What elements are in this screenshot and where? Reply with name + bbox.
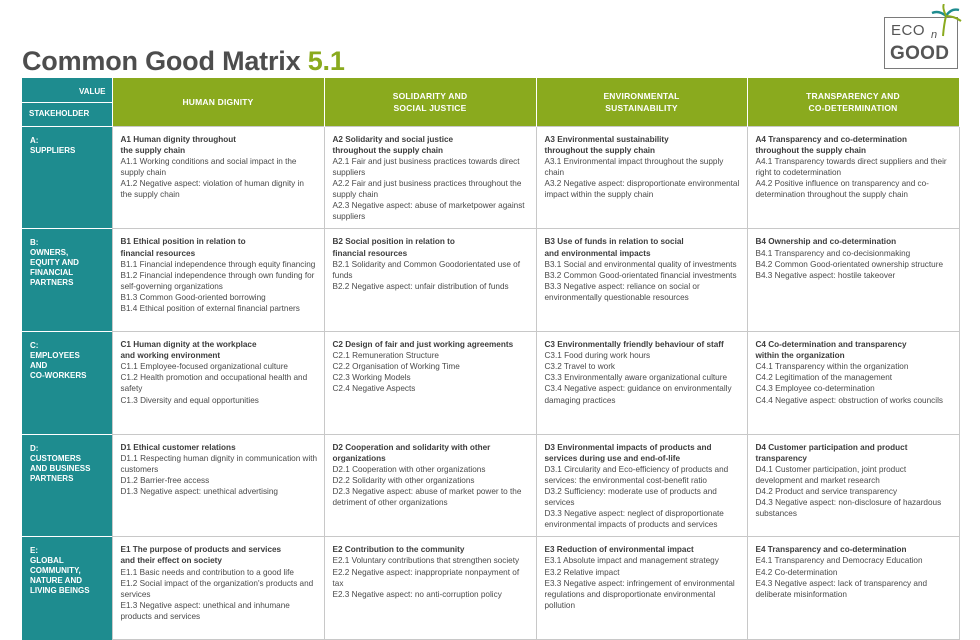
cell-title: C4 Co-determination and transparency within the organization: [755, 340, 907, 361]
cell-title: E3 Reduction of environmental impact: [544, 545, 694, 555]
matrix-cell-community-solidarity: [324, 537, 536, 640]
cell-item: E4.2 Co-determination: [755, 567, 838, 577]
matrix-cell-owners-human-dignity: [112, 229, 324, 332]
logo-n: n: [931, 29, 938, 41]
cell-item: B3.1 Social and environmental quality of investments: [544, 259, 737, 269]
cell-item: B4.2 Common Good-orientated ownership structure: [755, 259, 943, 269]
cell-item: D1.1 Respecting human dignity in communication with customers: [120, 453, 318, 474]
cell-item: A4.2 Positive influence on transparency and co-determination throughout the supply chain: [755, 179, 929, 200]
cell-item: B1.2 Financial independence through own funding for self-governing organizations: [120, 270, 315, 291]
cell-item: E4.1 Transparency and Democracy Education: [755, 556, 923, 566]
cell-item: B2.1 Solidarity and Common Goodorientated use of funds: [332, 259, 521, 280]
matrix-cell-customers-human-dignity: [112, 434, 324, 537]
cell-item: E1.2 Social impact of the organization's products and services: [120, 578, 314, 599]
cell-item: D4.3 Negative aspect: non-disclosure of hazardous substances: [755, 498, 942, 519]
stakeholder-axis-label: STAKEHOLDER: [29, 109, 90, 118]
cell-item: A3.1 Environmental impact throughout the supply chain: [544, 156, 724, 178]
cell-title: D4 Customer participation and product transparency: [755, 442, 908, 463]
matrix-cell-employees-solidarity: [324, 332, 536, 435]
cell-item: C2.3 Working Models: [332, 373, 411, 383]
cell-item: E3.3 Negative aspect: infringement of environmental regulations and disproportionate environmental pollution: [544, 578, 735, 610]
cell-item: B1.3 Common Good-oriented borrowing: [120, 292, 266, 302]
matrix-corner: [22, 78, 112, 126]
cell-item: A1.1 Working conditions and social impact in the supply chain: [120, 156, 297, 178]
matrix-cell-owners-transparency: [747, 229, 959, 332]
cell-item: C3.3 Environmentally aware organizational culture: [544, 373, 727, 383]
cell-item: D3.2 Sufficiency: moderate use of products and services: [544, 487, 717, 508]
common-good-matrix: [22, 78, 960, 640]
cell-item: E2.3 Negative aspect: no anti-corruption policy: [332, 589, 502, 599]
cell-item: A1.2 Negative aspect: violation of human dignity in the supply chain: [120, 179, 304, 200]
cell-item: B4.3 Negative aspect: hostile takeover: [755, 270, 896, 280]
cell-item: E2.1 Voluntary contributions that strengthen society: [332, 556, 520, 566]
matrix-cell-customers-transparency: [747, 434, 959, 537]
cell-item: C1.2 Health promotion and occupational health and safety: [120, 373, 308, 394]
cell-title: E1 The purpose of products and services and their effect on society: [120, 545, 282, 566]
column-header-transparency: TRANSPARENCY AND CO-DETERMINATION: [747, 78, 959, 126]
matrix-cell-suppliers-environmental: [536, 126, 747, 229]
cell-title: A3 Environmental sustainability throughout the supply chain: [544, 134, 669, 155]
cell-item: C4.4 Negative aspect: obstruction of works councils: [755, 395, 943, 405]
cell-item: E2.2 Negative aspect: inappropriate nonpayment of tax: [332, 567, 520, 588]
cell-item: C3.4 Negative aspect: guidance on environmentally damaging practices: [544, 384, 732, 405]
cell-title: B4 Ownership and co-determination: [755, 237, 897, 247]
stakeholder-label-community: E: GLOBAL COMMUNITY, NATURE AND LIVING BEINGS: [22, 537, 112, 640]
cell-item: D2.2 Solidarity with other organizations: [332, 476, 475, 485]
cell-item: D2.3 Negative aspect: abuse of market power to the detriment of other organizations: [332, 487, 522, 508]
matrix-row-employees: [22, 332, 959, 435]
cell-title: E2 Contribution to the community: [332, 545, 465, 555]
cell-item: C1.1 Employee-focused organizational culture: [120, 362, 288, 372]
cell-item: D1.3 Negative aspect: unethical advertising: [120, 487, 278, 497]
cell-title: C2 Design of fair and just working agreements: [332, 340, 514, 350]
logo-good: GOOD: [890, 43, 950, 64]
cell-title: D1 Ethical customer relations: [120, 442, 236, 452]
cell-item: C2.4 Negative Aspects: [332, 384, 416, 394]
cell-item: D1.2 Barrier-free access: [120, 476, 210, 485]
cell-title: D2 Cooperation and solidarity with other organizations: [332, 442, 491, 463]
cell-item: D4.2 Product and service transparency: [755, 487, 898, 497]
logo-eco: ECO: [891, 22, 926, 39]
cell-title: A1 Human dignity throughout the supply chain: [120, 134, 237, 155]
cell-item: C3.1 Food during work hours: [544, 351, 651, 361]
cell-item: B2.2 Negative aspect: unfair distribution of funds: [332, 281, 509, 291]
cell-title: A2 Solidarity and social justice throughout the supply chain: [332, 134, 454, 155]
matrix-row-community: [22, 537, 959, 640]
value-axis-label: VALUE: [78, 87, 106, 96]
cell-item: D3.3 Negative aspect: neglect of disproportionate environmental impacts of products and services: [544, 509, 724, 530]
cell-item: E1.3 Negative aspect: unethical and inhumane products and services: [120, 600, 290, 621]
matrix-cell-community-transparency: [747, 537, 959, 640]
stakeholder-label-employees: C: EMPLOYEES AND CO-WORKERS: [22, 332, 112, 435]
matrix-cell-owners-solidarity: [324, 229, 536, 332]
cell-item: A3.2 Negative aspect: disproportionate environmental impact within the supply chain: [544, 179, 740, 200]
cell-title: B3 Use of funds in relation to social and environmental impacts: [544, 237, 684, 258]
column-header-solidarity: SOLIDARITY AND SOCIAL JUSTICE: [324, 78, 536, 126]
matrix-header-row: [22, 78, 959, 126]
cell-title: E4 Transparency and co-determination: [755, 545, 907, 555]
cell-item: B3.2 Common Good-orientated financial investments: [544, 270, 737, 280]
matrix-row-customers: [22, 434, 959, 537]
matrix-cell-community-human-dignity: [112, 537, 324, 640]
cell-title: C1 Human dignity at the workplace and working environment: [120, 340, 257, 361]
cell-item: B3.3 Negative aspect: reliance on social or environmentally questionable resources: [544, 281, 700, 302]
matrix-cell-customers-solidarity: [324, 434, 536, 537]
stakeholder-label-customers: D: CUSTOMERS AND BUSINESS PARTNERS: [22, 434, 112, 537]
column-header-human-dignity: HUMAN DIGNITY: [112, 78, 324, 126]
page-title: [22, 46, 345, 77]
matrix-row-suppliers: [22, 126, 959, 229]
stakeholder-label-owners: B: OWNERS, EQUITY AND FINANCIAL PARTNERS: [22, 229, 112, 332]
cell-title: D3 Environmental impacts of products and services during use and end-of-life: [544, 442, 712, 463]
cell-item: C1.3 Diversity and equal opportunities: [120, 395, 259, 405]
cell-title: A4 Transparency and co-determination throughout the supply chain: [755, 134, 908, 155]
cell-item: A2.2 Fair and just business practices throughout the supply chain: [332, 179, 522, 200]
cell-item: B1.4 Ethical position of external financial partners: [120, 304, 300, 313]
cell-item: A2.3 Negative aspect: abuse of marketpower against suppliers: [332, 201, 525, 222]
matrix-cell-customers-environmental: [536, 434, 747, 537]
matrix-cell-owners-environmental: [536, 229, 747, 332]
cell-title: B1 Ethical position in relation to financial resources: [120, 237, 246, 258]
cell-item: B1.1 Financial independence through equity financing: [120, 259, 316, 269]
cell-item: E4.3 Negative aspect: lack of transparency and deliberate misinformation: [755, 578, 928, 599]
matrix-cell-employees-transparency: [747, 332, 959, 435]
cell-item: B4.1 Transparency and co-decisionmaking: [755, 248, 911, 258]
cell-item: C3.2 Travel to work: [544, 362, 616, 372]
cell-item: E3.1 Absolute impact and management strategy: [544, 556, 719, 566]
cell-item: A4.1 Transparency towards direct suppliers and their right to codetermination: [755, 156, 947, 178]
title-text: Common Good Matrix: [22, 46, 301, 76]
matrix-cell-employees-environmental: [536, 332, 747, 435]
matrix-row-owners: [22, 229, 959, 332]
column-header-environmental: ENVIRONMENTAL SUSTAINABILITY: [536, 78, 747, 126]
cell-item: C4.3 Employee co-determination: [755, 384, 875, 394]
matrix-cell-suppliers-human-dignity: [112, 126, 324, 229]
cell-item: D2.1 Cooperation with other organizations: [332, 464, 486, 474]
cell-title: C3 Environmentally friendly behaviour of staff: [544, 340, 724, 350]
matrix-cell-suppliers-transparency: [747, 126, 959, 229]
cell-item: E1.1 Basic needs and contribution to a good life: [120, 567, 294, 577]
cell-item: C4.2 Legitimation of the management: [755, 373, 893, 383]
cell-item: D4.1 Customer participation, joint product development and market research: [755, 464, 907, 485]
matrix-cell-suppliers-solidarity: [324, 126, 536, 229]
cell-item: C4.1 Transparency within the organization: [755, 362, 909, 372]
cell-item: C2.1 Remuneration Structure: [332, 351, 439, 361]
cell-item: C2.2 Organisation of Working Time: [332, 362, 460, 372]
cell-title: B2 Social position in relation to financial resources: [332, 237, 455, 258]
matrix-cell-community-environmental: [536, 537, 747, 640]
stakeholder-label-suppliers: A: SUPPLIERS: [22, 126, 112, 229]
cell-item: E3.2 Relative impact: [544, 567, 620, 577]
cell-item: A2.1 Fair and just business practices towards direct suppliers: [332, 156, 520, 178]
title-version: 5.1: [307, 46, 345, 76]
econgood-logo: [884, 17, 958, 69]
matrix-cell-employees-human-dignity: [112, 332, 324, 435]
cell-item: D3.1 Circularity and Eco-efficiency of products and services: the environmental cost-benefit ratio: [544, 464, 729, 485]
